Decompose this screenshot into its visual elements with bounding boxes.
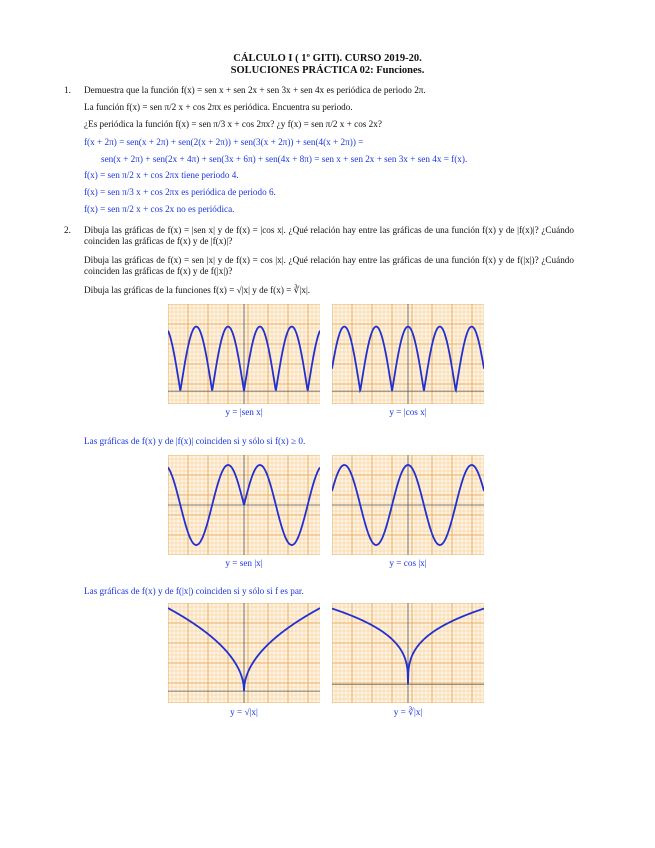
plot-abs-sen (168, 304, 320, 404)
caption-abs-cos: y = |cos x| (389, 407, 427, 417)
q1-sol-5: f(x) = sen π/2 x + cos 2x no es periódica. (84, 204, 235, 214)
question-1-number: 1. (64, 85, 71, 95)
q2-para-3: Dibuja las gráficas de la funciones f(x) = √|x| y de f(x) = ∛|x|. (84, 285, 311, 295)
doc-title-line2: SOLUCIONES PRÁCTICA 02: Funciones. (230, 65, 425, 76)
q2-para-1: Dibuja las gráficas de f(x) = |sen x| y de f(x) = |cos x|. ¿Qué relación hay entre las gráficas de una función f(x) y de |f(x)|? ¿Cuándo coinciden las gráficas de f(x) y de |f(x)|? (84, 225, 574, 247)
q1-sol-1: f(x + 2π) = sen(x + 2π) + sen(2(x + 2π)) + sen(3(x + 2π)) + sen(4(x + 2π)) = (84, 137, 364, 147)
q1-sol-3: f(x) = sen π/2 x + cos 2πx tiene periodo 4. (84, 170, 239, 180)
question-2-number: 2. (64, 225, 71, 235)
plot-cbrt-abs (332, 603, 484, 703)
caption-sqrt-abs: y = √|x| (230, 707, 258, 717)
plot-sen-abs (168, 455, 320, 555)
caption-cbrt-abs: y = ∛|x| (393, 707, 423, 717)
plot-cos-abs (332, 455, 484, 555)
q1-line-1: Demuestra que la función f(x) = sen x + sen 2x + sen 3x + sen 4x es periódica de periodo 2π. (84, 85, 426, 95)
caption-abs-sen: y = |sen x| (225, 407, 263, 417)
q1-sol-4: f(x) = sen π/3 x + cos 2πx es periódica de periodo 6. (84, 187, 276, 197)
caption-cos-abs: y = cos |x| (389, 558, 427, 568)
q1-sol-2: sen(x + 2π) + sen(2x + 4π) + sen(3x + 6π) + sen(4x + 8π) = sen x + sen 2x + sen 3x + sen 4x = f(x). (101, 154, 468, 164)
q1-line-3: ¿Es periódica la función f(x) = sen π/3 x + cos 2πx? ¿y f(x) = sen π/2 x + cos 2x? (84, 119, 382, 129)
caption-sen-abs: y = sen |x| (225, 558, 263, 568)
doc-title-line1: CÁLCULO I ( 1º GITI). CURSO 2019-20. (233, 53, 422, 64)
q2-para-2: Dibuja las gráficas de f(x) = sen |x| y de f(x) = cos |x|. ¿Qué relación hay entre las gráficas de una función f(x) y de f(|x|)? ¿Cuándo coinciden las gráficas de f(x) y de f(|x|)? (84, 255, 574, 277)
plot-abs-cos (332, 304, 484, 404)
plot-sqrt-abs (168, 603, 320, 703)
q2-answer-2: Las gráficas de f(x) y de f(|x|) coinciden si y sólo si f es par. (84, 586, 304, 596)
q2-answer-1: Las gráficas de f(x) y de |f(x)| coinciden si y sólo si f(x) ≥ 0. (84, 436, 306, 446)
q1-line-2: La función f(x) = sen π/2 x + cos 2πx es periódica. Encuentra su periodo. (84, 102, 353, 112)
